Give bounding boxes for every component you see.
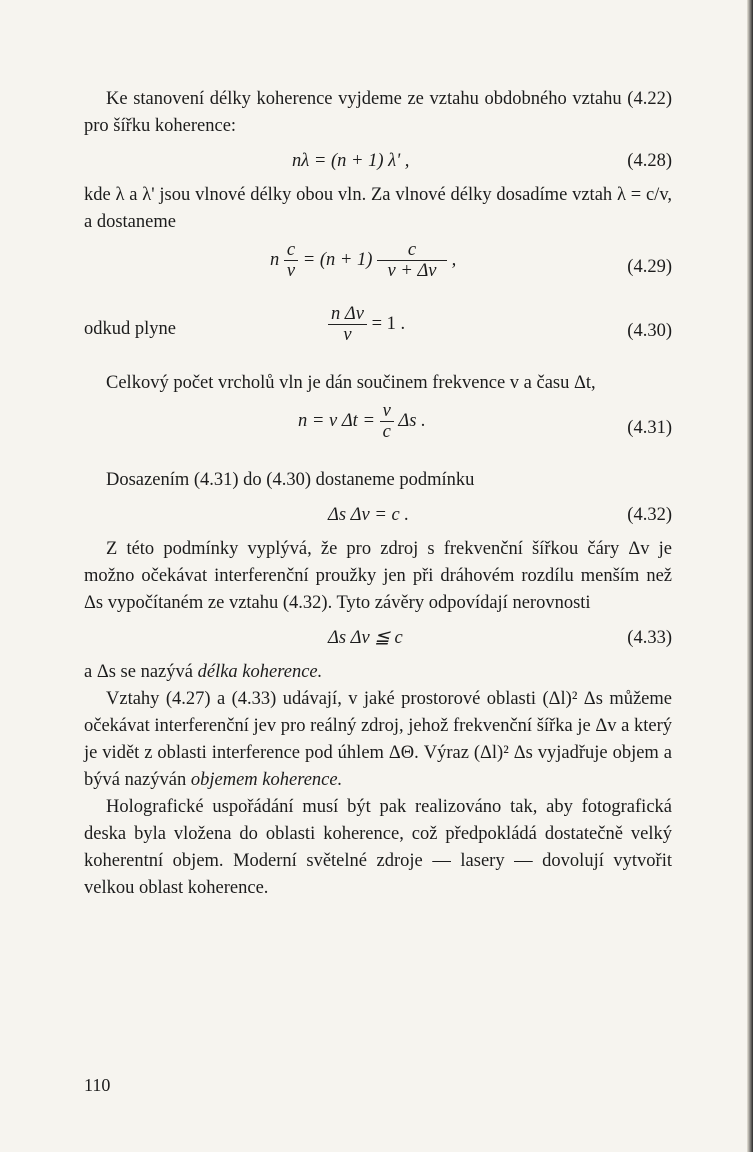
equation-4-31-frac-bottom: c	[382, 422, 391, 442]
equation-4-29-frac-2-top: c	[377, 240, 447, 261]
paragraph-podminky: Z této podmínky vyplývá, že pro zdroj s frekvenční šířkou čáry Δv je možno očekávat interferenční proužky jen při dráhovém rozdílu menším než Δs vypočítaném ze vztahu (4.32). Tyto závěry odpovídají nerovnosti	[84, 539, 672, 613]
equation-4-29-frac-2	[377, 240, 447, 281]
equation-4-30-frac	[328, 304, 367, 345]
paragraph-delka-koherence	[84, 659, 672, 686]
equation-4-29-frac-1-bottom: v	[286, 261, 296, 281]
paragraph-vztahy-text: Vztahy (4.27) a (4.33) udávají, v jaké prostorové oblasti (Δl)² Δs můžeme očekávat interferenční jev pro reálný zdroj, jehož frekvenční šířka je Δv a který je vidět z oblasti interference pod úhlem ΔΘ. Výraz (Δl)² Δs vyjadřuje objem a bývá nazýván	[84, 689, 672, 790]
equation-4-31-number: (4.31)	[627, 418, 672, 438]
equation-4-32-number: (4.32)	[627, 505, 672, 525]
equation-4-28-formula: nλ = (n + 1) λ' ,	[292, 151, 410, 171]
paragraph-intro: Ke stanovení délky koherence vyjdeme ze vztahu obdobného vztahu (4.22) pro šířku koherence:	[84, 89, 672, 136]
equation-4-33-formula: Δs Δv ≦ c	[328, 628, 403, 648]
term-objem-koherence: objemem koherence.	[190, 770, 343, 790]
equation-4-31	[84, 397, 672, 461]
paragraph-dosazenim: Dosazením (4.31) do (4.30) dostaneme podmínku	[106, 470, 475, 490]
equation-4-29-frac-2-bottom: v + Δv	[387, 261, 437, 281]
paragraph-odkud: odkud plyne	[84, 319, 176, 339]
equation-4-31-frac-top: v	[380, 401, 394, 422]
page-number: 110	[84, 1075, 111, 1095]
equation-4-32	[84, 494, 672, 536]
equation-4-29-n: n	[270, 249, 280, 270]
equation-4-29-number: (4.29)	[627, 257, 672, 277]
page-edge-shadow	[747, 0, 753, 1152]
equation-4-30-frac-bottom: v	[343, 325, 352, 345]
equation-4-33-number: (4.33)	[627, 628, 672, 648]
equation-4-29-formula	[270, 240, 456, 281]
equation-4-33	[84, 617, 672, 659]
equation-4-30	[84, 300, 672, 364]
paragraph-wavelengths: kde λ a λ' jsou vlnové délky obou vln. Za vlnové délky dosadíme vztah λ = c/v, a dostaneme	[84, 185, 672, 232]
equation-4-28	[84, 140, 672, 182]
paragraph-vztahy	[84, 686, 672, 794]
equation-4-31-tail: Δs .	[393, 410, 426, 431]
equation-4-31-formula	[298, 401, 426, 442]
term-delka-koherence: délka koherence.	[197, 662, 323, 682]
paragraph-holograficke: Holografické uspořádání musí být pak realizováno tak, aby fotografická deska byla vložena do oblasti koherence, což předpokládá dostatečně velký koherentní objem. Moderní světelné zdroje — lasery — dovolují vytvořit velkou oblast koherence.	[84, 797, 672, 898]
equation-4-31-lhs: n = v Δt =	[298, 410, 380, 431]
paragraph-delka-koherence-text: a Δs se nazývá	[84, 662, 198, 682]
equation-4-29-frac-1-top: c	[284, 240, 298, 261]
paragraph-vrcholu: Celkový počet vrcholů vln je dán součinem frekvence v a času Δt,	[106, 373, 596, 393]
equation-4-30-formula	[328, 304, 405, 345]
equation-4-29-middle: = (n + 1)	[298, 249, 373, 270]
equation-4-30-frac-top: n Δv	[328, 304, 367, 325]
equation-4-30-number: (4.30)	[627, 321, 672, 341]
page-content	[84, 86, 672, 902]
equation-4-30-tail: = 1 .	[366, 313, 406, 334]
equation-4-29-tail: ,	[447, 249, 457, 270]
equation-4-31-frac	[380, 401, 394, 442]
equation-4-29-frac-1	[284, 240, 298, 281]
equation-4-29	[84, 236, 672, 300]
equation-4-32-formula: Δs Δv = c .	[328, 505, 409, 525]
equation-4-28-number: (4.28)	[627, 151, 672, 171]
